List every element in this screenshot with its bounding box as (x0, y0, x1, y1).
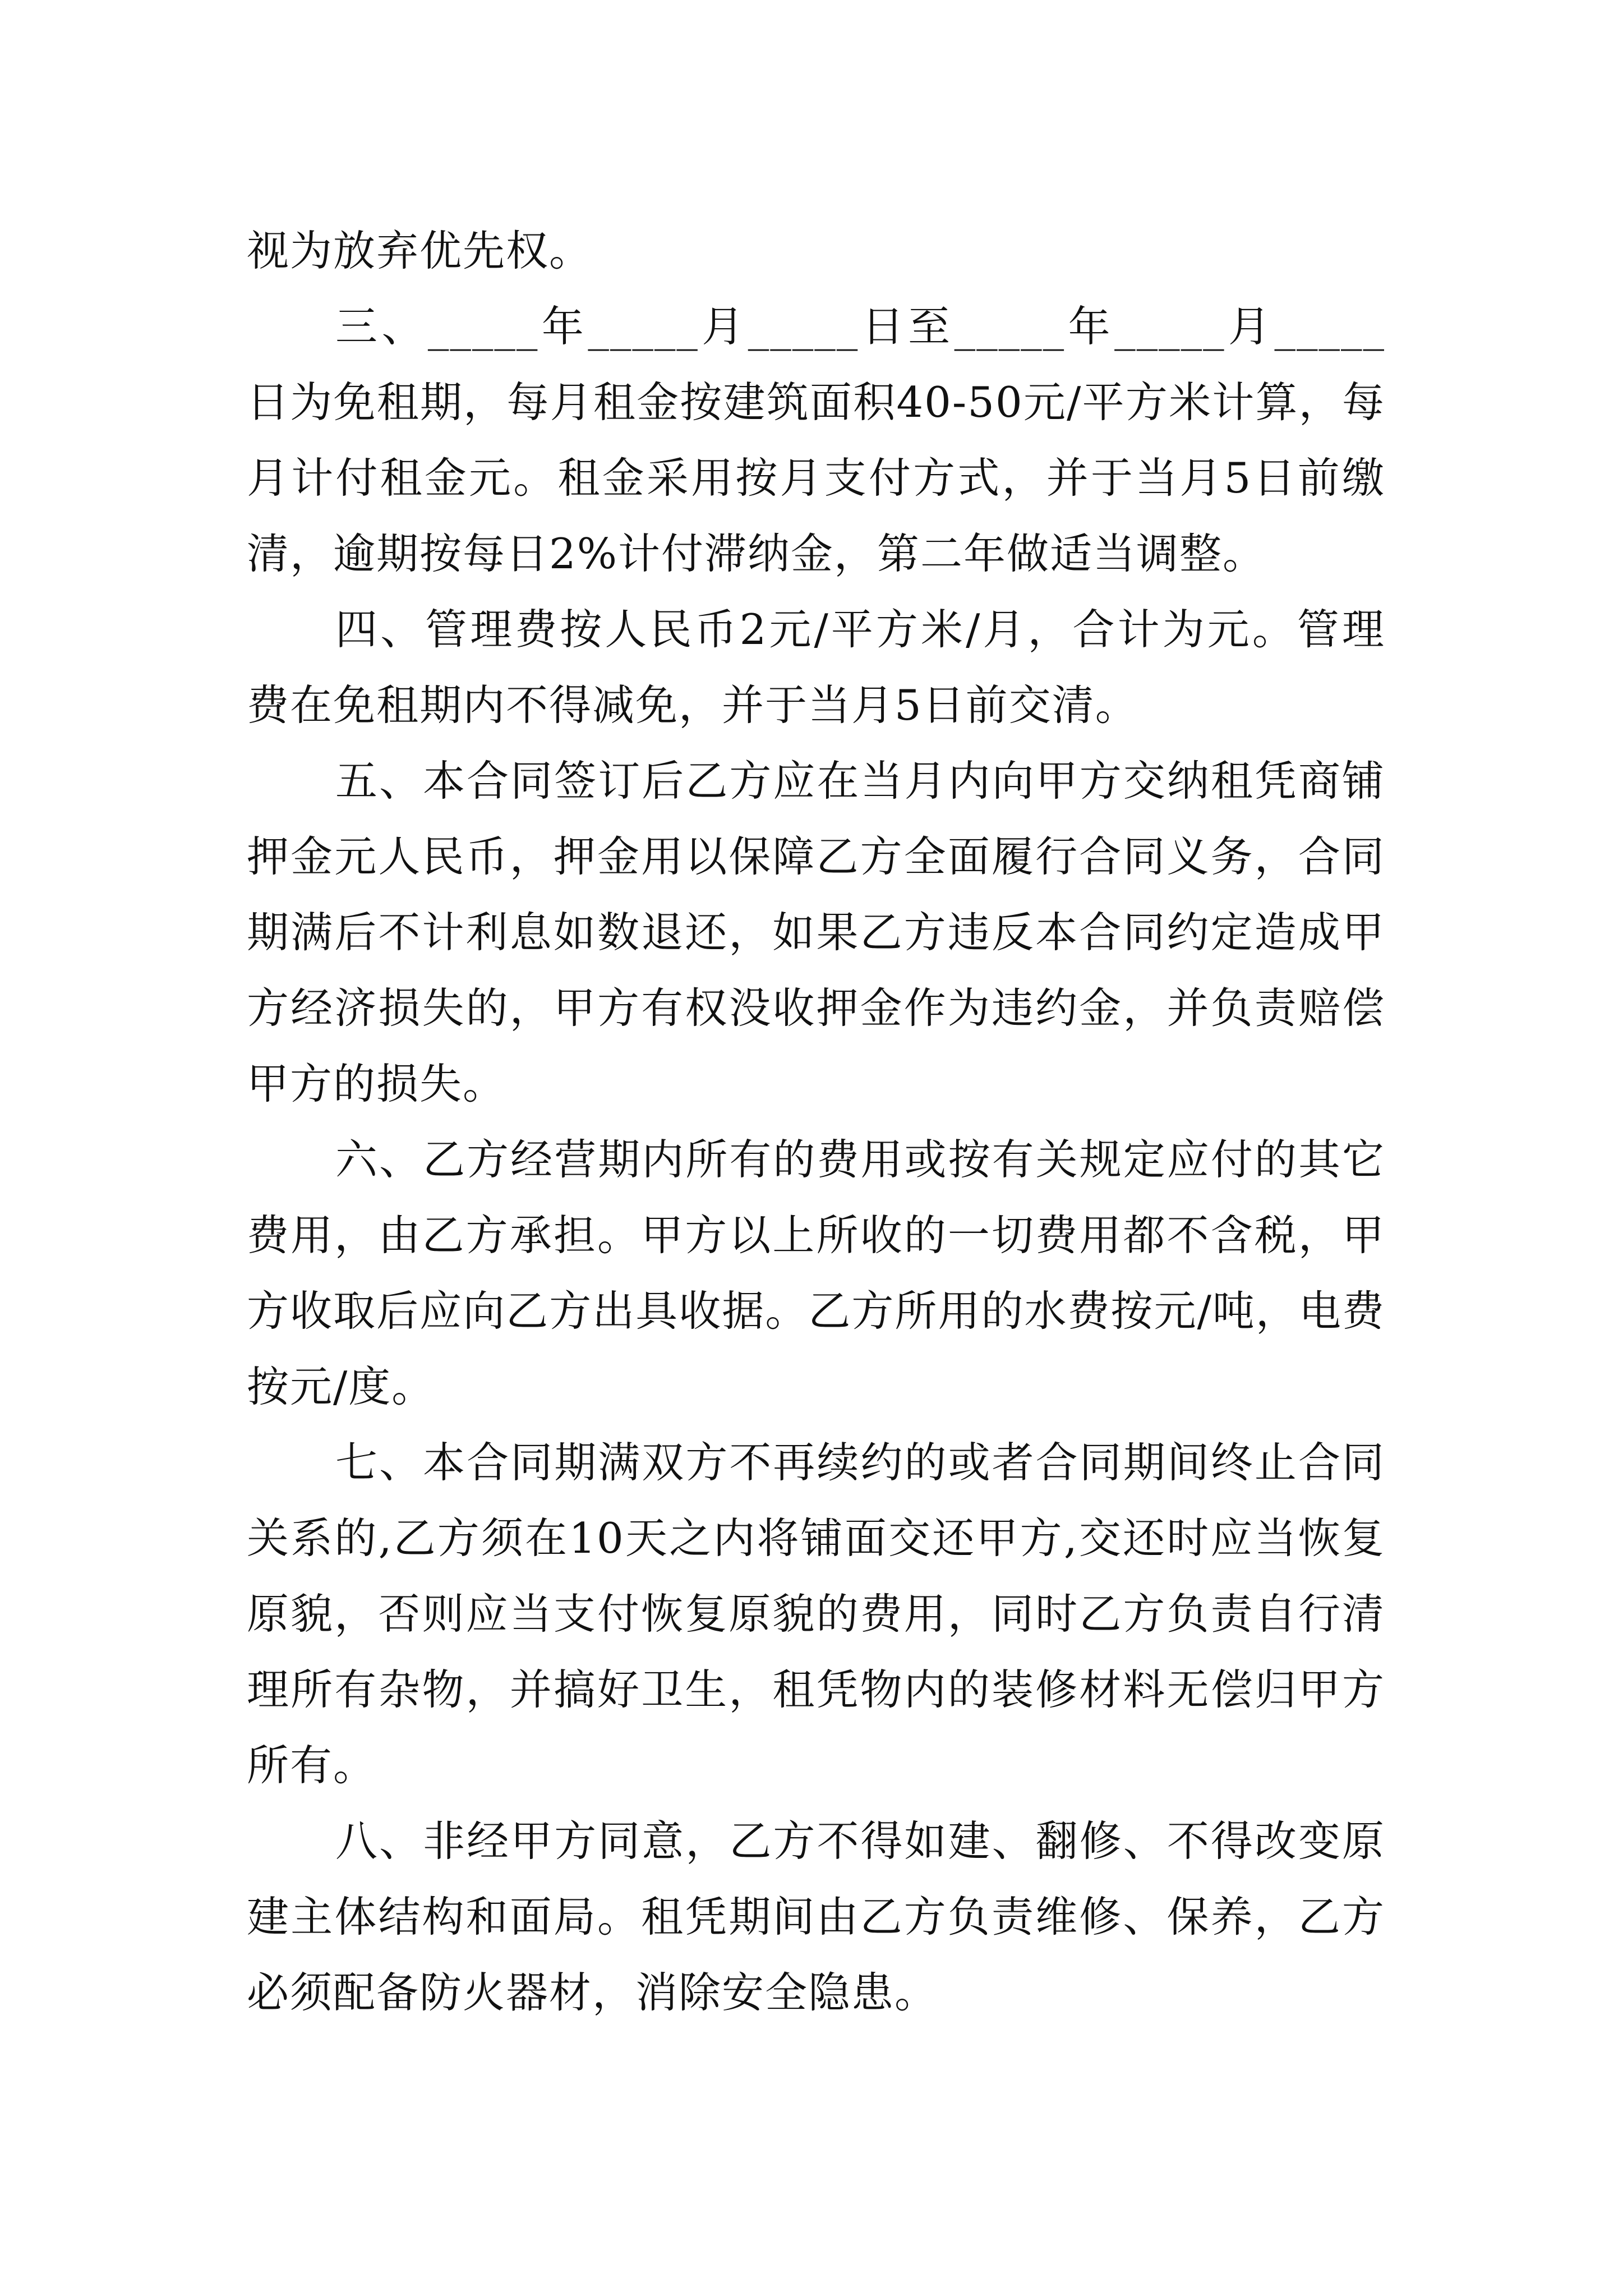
paragraph-clause-5: 五、本合同签订后乙方应在当月内向甲方交纳租凭商铺押金元人民币，押金用以保障乙方全面履行合同义务，合同期满后不计利息如数退还，如果乙方违反本合同约定造成甲方经济损失的，甲方有权没收押金作为违约金，并负责赔偿甲方的损失。 (247, 756, 1385, 1108)
paragraph-clause-8: 八、非经甲方同意，乙方不得如建、翻修、不得改变原建主体结构和面局。租凭期间由乙方负责维修、保养，乙方必须配备防火器材，消除安全隐患。 (247, 1816, 1385, 2017)
paragraph-clause-6: 六、乙方经营期内所有的费用或按有关规定应付的其它费用，由乙方承担。甲方以上所收的一切费用都不含税，甲方收取后应向乙方出具收据。乙方所用的水费按元/吨，电费按元/度。 (247, 1135, 1385, 1411)
paragraph-clause-4: 四、管理费按人民币2元/平方米/月，合计为元。管理费在免租期内不得减免，并于当月5日前交清。 (247, 605, 1385, 730)
paragraph-continuation: 视为放弃优先权。 (247, 226, 593, 275)
paragraph-clause-3: 三、_____年_____月_____日至_____年_____月_____日为免租期，每月租金按建筑面积40-50元/平方米计算，每月计付租金元。租金采用按月支付方式，并于当月5日前缴清，逾期按每日2%计付滞纳金，第二年做适当调整。 (247, 302, 1385, 578)
document-body (247, 213, 1385, 2031)
paragraph-clause-7: 七、本合同期满双方不再续约的或者合同期间终止合同关系的,乙方须在10天之内将铺面交还甲方,交还时应当恢复原貌，否则应当支付恢复原貌的费用，同时乙方负责自行清理所有杂物，并搞好卫生，租凭物内的装修材料无偿归甲方所有。 (247, 1438, 1385, 1790)
